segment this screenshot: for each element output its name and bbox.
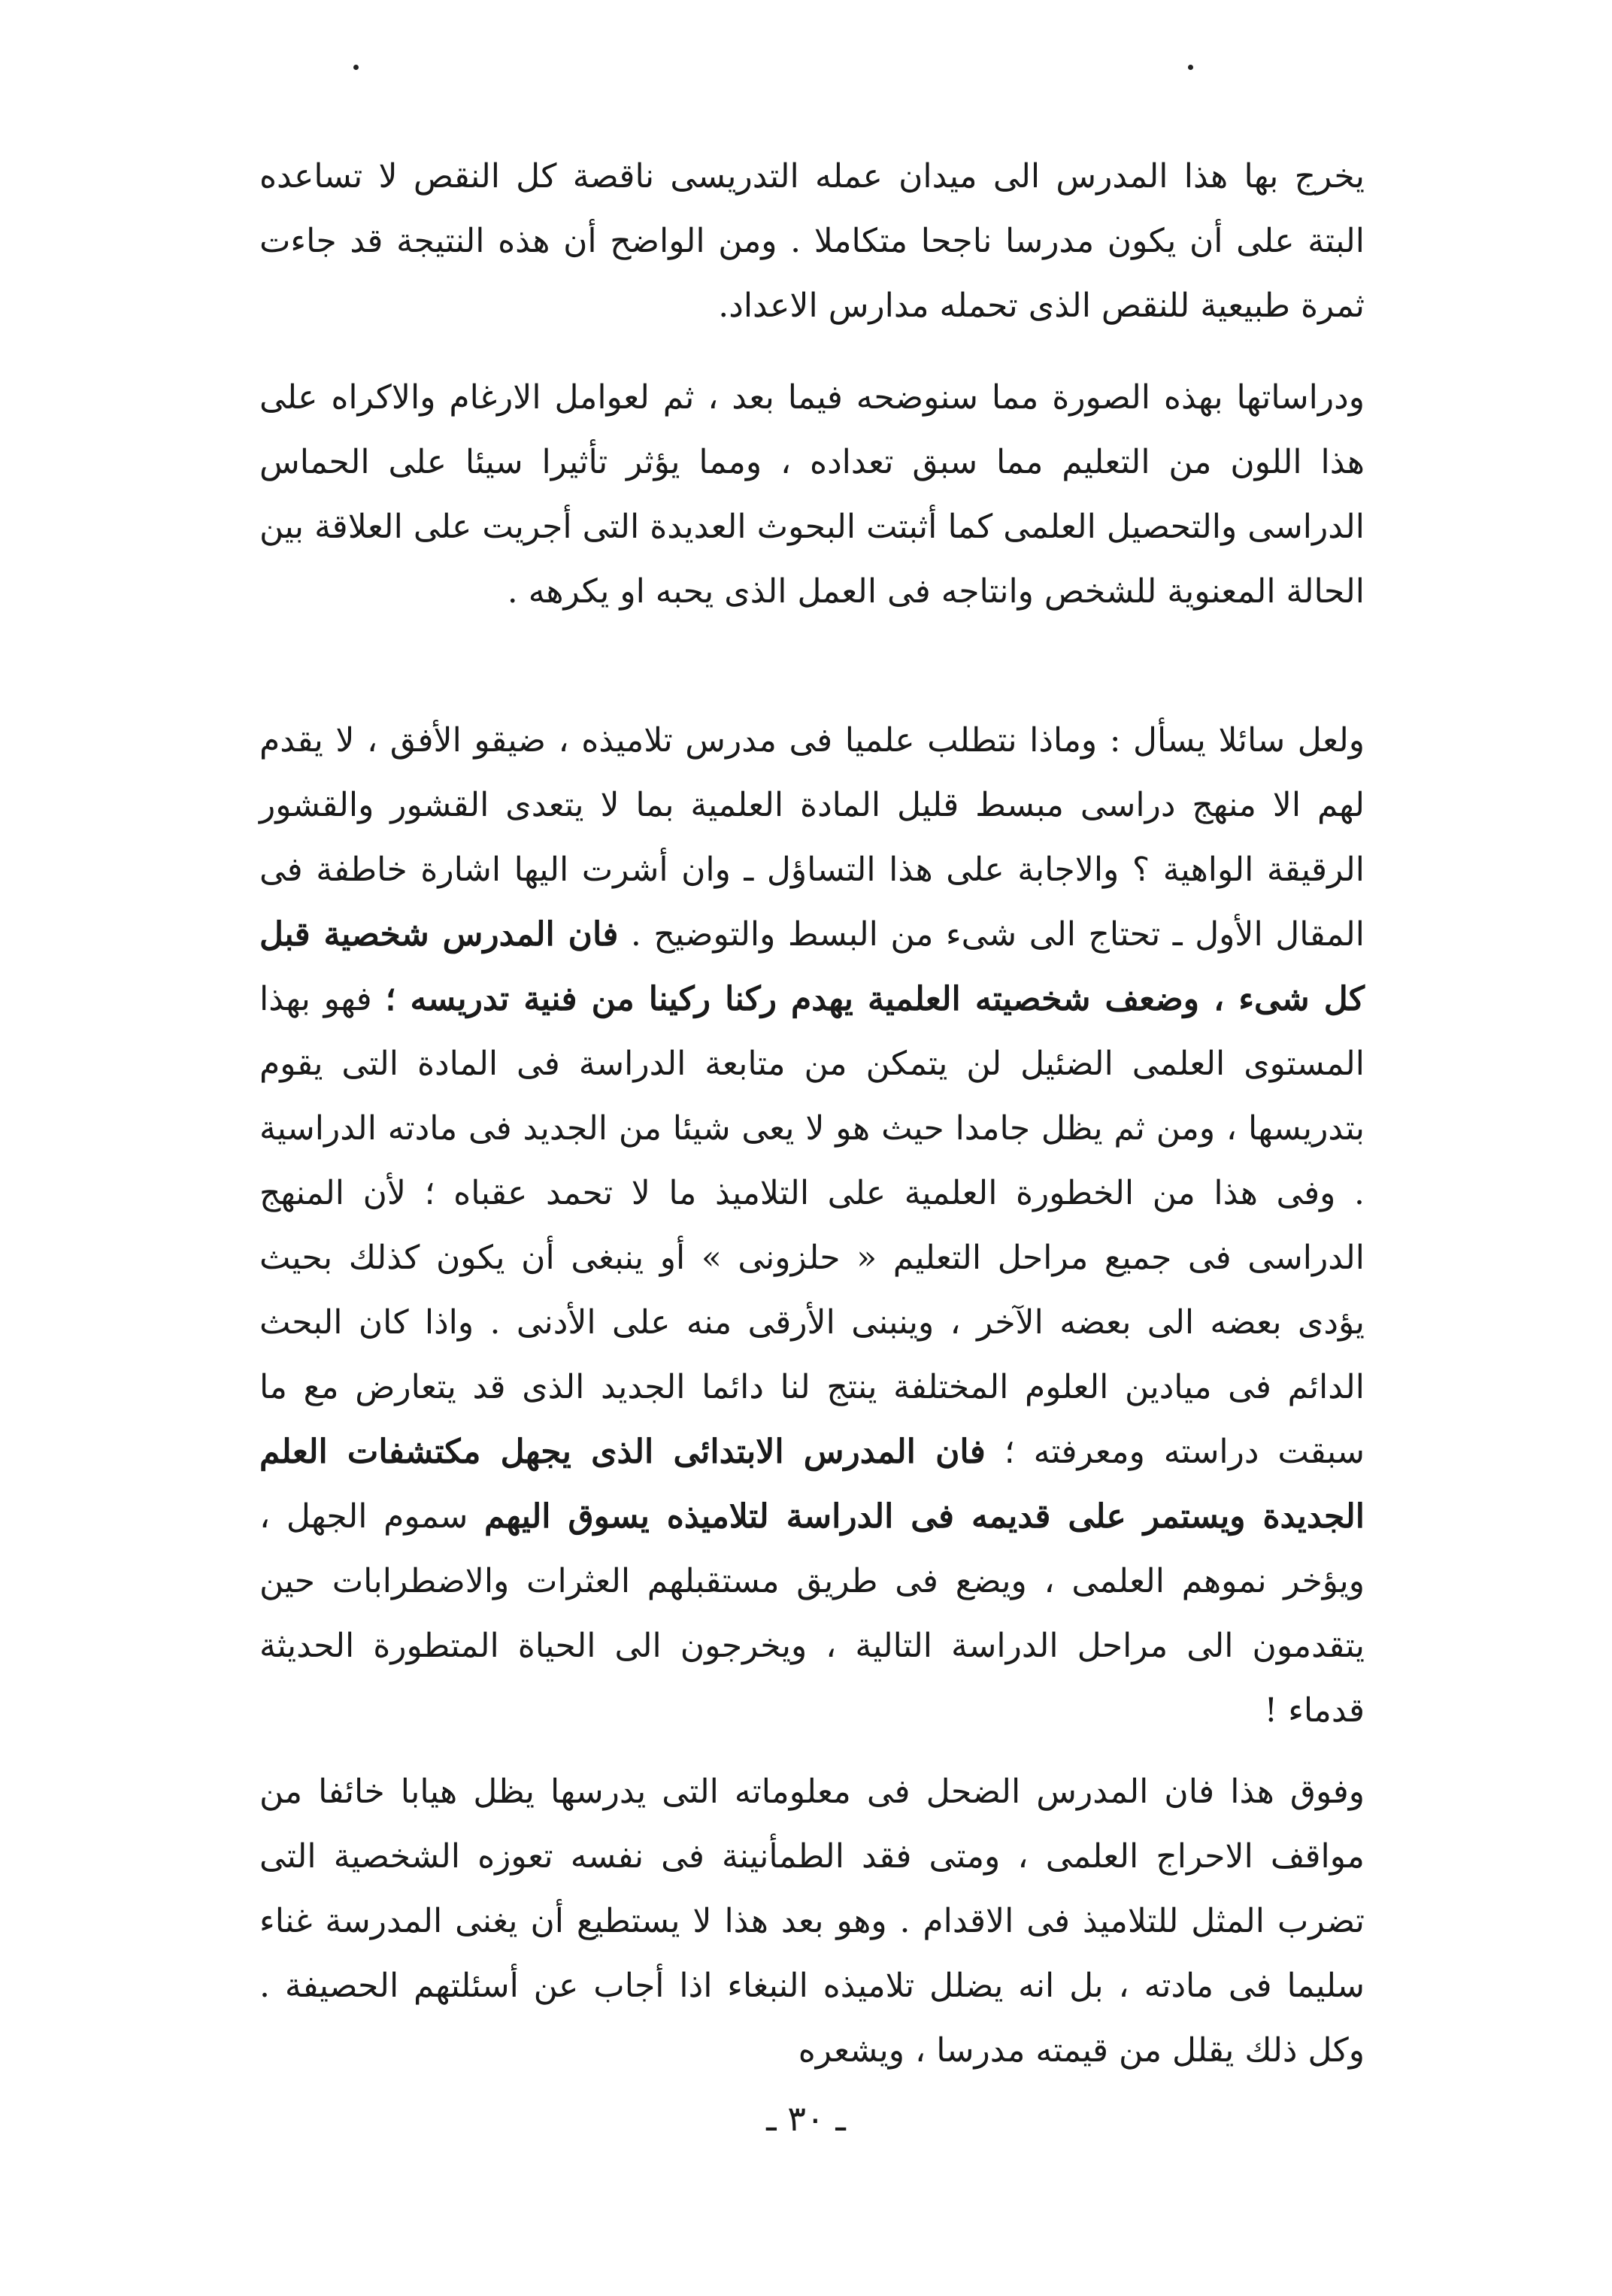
paragraph-3-tail: سموم الجهل ، ويؤخر نموهم العلمى ، ويضع فى طريق مستقبلهم العثرات والاضطرابات حين يتقدمون الى مراحل الدراسة التالية ، ويخرجون الى الحياة المتطورة الحديثة قدماء !	[259, 1497, 1365, 1730]
paragraph-4	[259, 1760, 1365, 2083]
paragraph-3-bold-statement-2: فان المدرس الابتدائى الذى يجهل مكتشفات العلم الجديدة ويستمر على قديمه فى الدراسة لتلاميذه يسوق اليهم	[259, 1433, 1365, 1536]
paragraph-4-text: وفوق هذا فان المدرس الضحل فى معلوماته التى يدرسها يظل هيابا خائفا من مواقف الاحراج العلمى ، ومتى فقد الطمأنينة فى نفسه تعوزه الشخصية التى تضرب المثل للتلاميذ فى الاقدام . وهو بعد هذا لا يستطيع أن يغنى المدرسة غناء سليما فى مادته ، بل انه يضلل تلاميذه النبغاء اذا أجاب عن أسئلتهم الحصيفة . وكل ذلك يقلل من قيمته مدرسا ، ويشعره	[259, 1773, 1365, 2070]
paragraph-3-middle: فهو بهذا المستوى العلمى الضئيل لن يتمكن من متابعة الدراسة فى المادة التى يقوم بتدريسها ، ومن ثم يظل جامدا حيث هو لا يعى شيئا من الجديد فى مادته الدراسية . وفى هذا من الخطورة العلمية على التلاميذ ما لا تحمد عقباه ؛ لأن المنهج الدراسى فى جميع مراحل التعليم « حلزونى » أو ينبغى أن يكون كذلك بحيث يؤدى بعضه الى بعضه الآخر ، وينبنى الأرقى منه على الأدنى . واذا كان البحث الدائم فى ميادين العلوم المختلفة ينتج لنا دائما الجديد الذى قد يتعارض مع ما سبقت دراسته ومعرفته ؛	[259, 980, 1365, 1471]
paragraph-3-lead: ولعل سائلا يسأل : وماذا نتطلب علميا فى مدرس تلاميذه ، ضيقو الأفق ، لا يقدم لهم الا منهج دراسى مبسط قليل المادة العلمية بما لا يتعدى القشور والقشور الرقيقة الواهية ؟ والاجابة على هذا التساؤل ـ وان أشرت اليها اشارة خاطفة فى المقال الأول ـ تحتاج الى شىء من البسط والتوضيح .	[259, 721, 1365, 954]
paragraph-3	[259, 708, 1365, 1743]
paragraph-3-bold-statement-1: فان المدرس شخصية قبل كل شىء ، وضعف شخصيته العلمية يهدم ركنا ركينا من فنية تدريسه ؛	[259, 915, 1365, 1018]
paragraph-1	[259, 144, 1365, 338]
paragraph-2-text: ودراساتها بهذه الصورة مما سنوضحه فيما بعد ، ثم لعوامل الارغام والاكراه على هذا اللون من التعليم مما سبق تعداده ، ومما يؤثر تأثيرا سيئا على الحماس الدراسى والتحصيل العلمى كما أثبتت البحوث العديدة التى أجريت على العلاقة بين الحالة المعنوية للشخص وانتاجه فى العمل الذى يحبه او يكرهه .	[259, 378, 1365, 611]
scan-speck	[353, 65, 359, 70]
paragraph-3-text	[259, 708, 1365, 1743]
paragraph-2	[259, 365, 1365, 624]
scan-speck	[1188, 65, 1193, 70]
paragraph-1-text: يخرج بها هذا المدرس الى ميدان عمله التدريسى ناقصة كل النقص لا تساعده البتة على أن يكون مدرسا ناجحا متكاملا . ومن الواضح أن هذه النتيجة قد جاءت ثمرة طبيعية للنقص الذى تحمله مدارس الاعداد.	[259, 157, 1365, 325]
page-number: ـ ٣٠ ـ	[766, 2098, 846, 2139]
